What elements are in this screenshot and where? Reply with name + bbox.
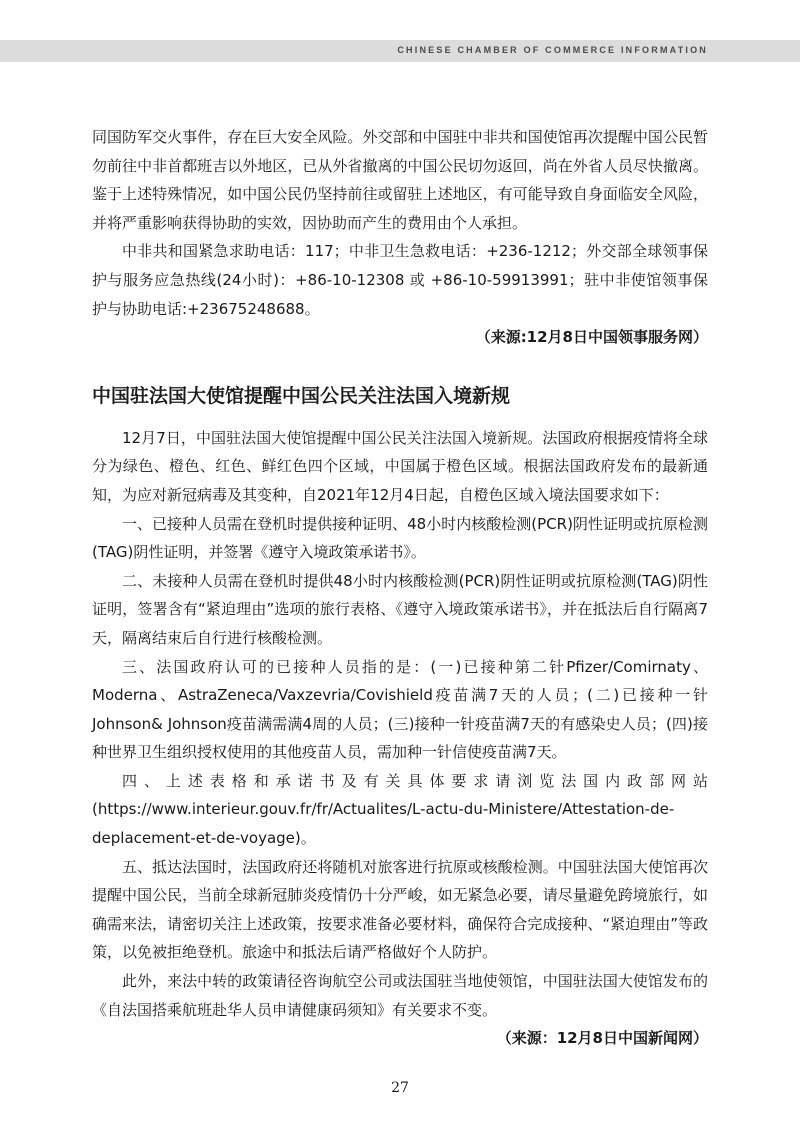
paragraph: 三、法国政府认可的已接种人员指的是：(一)已接种第二针Pfizer/Comirnaty、Moderna、AstraZeneca/Vaxzevria/Covishield疫苗满7天的人员；(二)已接种一针Johnson& Johnson疫苗满需满4周的人员；(三)接种一针疫苗满7天的有感染史人员；(四)接种世界卫生组织授权使用的其他疫苗人员，需加种一针信使疫苗满7天。 <box>92 657 708 762</box>
paragraph: 此外，来法中转的政策请径咨询航空公司或法国驻当地使领馆，中国驻法国大使馆发布的《自法国搭乘航班赴华人员申请健康码须知》有关要求不变。 <box>92 972 708 1019</box>
paragraph: 四、上述表格和承诺书及有关具体要求请浏览法国内政部网站(https://www.interieur.gouv.fr/fr/Actualites/L-actu-du-Ministere/Attestation-de-deplacement-et-de-voyage)。 <box>92 771 708 848</box>
paragraph: 12月7日，中国驻法国大使馆提醒中国公民关注法国入境新规。法国政府根据疫情将全球分为绿色、橙色、红色、鲜红色四个区域，中国属于橙色区域。根据法国政府发布的最新通知，为应对新冠病毒及其变种，自2021年12月4日起，自橙色区域入境法国要求如下： <box>92 428 708 504</box>
paragraph: 一、已接种人员需在登机时提供接种证明、48小时内核酸检测(PCR)阴性证明或抗原检测(TAG)阴性证明，并签署《遵守入境政策承诺书》。 <box>92 514 708 562</box>
article-body <box>92 123 708 1053</box>
page-number: 27 <box>391 1080 409 1096</box>
paragraph: 二、未接种人员需在登机时提供48小时内核酸检测(PCR)阴性证明或抗原检测(TAG)阴性证明，签署含有“紧迫理由”选项的旅行表格、《遵守入境政策承诺书》，并在抵法后自行隔离7天，隔离结束后自行进行核酸检测。 <box>92 571 708 647</box>
paragraph: 五、抵达法国时，法国政府还将随机对旅客进行抗原或核酸检测。中国驻法国大使馆再次提醒中国公民，当前全球新冠肺炎疫情仍十分严峻，如无紧急必要，请尽量避免跨境旅行，如确需来法，请密切关注上述政策，按要求准备必要材料，确保符合完成接种、“紧迫理由”等政策，以免被拒绝登机。旅途中和抵法后请严格做好个人防护。 <box>92 857 708 962</box>
paragraph: 同国防军交火事件，存在巨大安全风险。外交部和中国驻中非共和国使馆再次提醒中国公民暂勿前往中非首都班吉以外地区，已从外省撤离的中国公民切勿返回，尚在外省人员尽快撤离。鉴于上述特殊情况，如中国公民仍坚持前往或留驻上述地区，有可能导致自身面临安全风险，并将严重影响获得协助的实效，因协助而产生的费用由个人承担。 <box>92 128 708 232</box>
section-title: 中国驻法国大使馆提醒中国公民关注法国入境新规 <box>92 384 511 407</box>
running-header: CHINESE CHAMBER OF COMMERCE INFORMATION <box>397 45 708 55</box>
source-citation: （来源:12月8日中国领事服务网） <box>475 328 708 347</box>
source-citation: （来源：12月8日中国新闻网） <box>496 1029 708 1048</box>
paragraph: 中非共和国紧急求助电话：117；中非卫生急救电话：+236-1212；外交部全球领事保护与服务应急热线(24小时)：+86-10-12308 或 +86-10-59913991；驻中非使馆领事保护与协助电话:+23675248688。 <box>92 242 708 318</box>
